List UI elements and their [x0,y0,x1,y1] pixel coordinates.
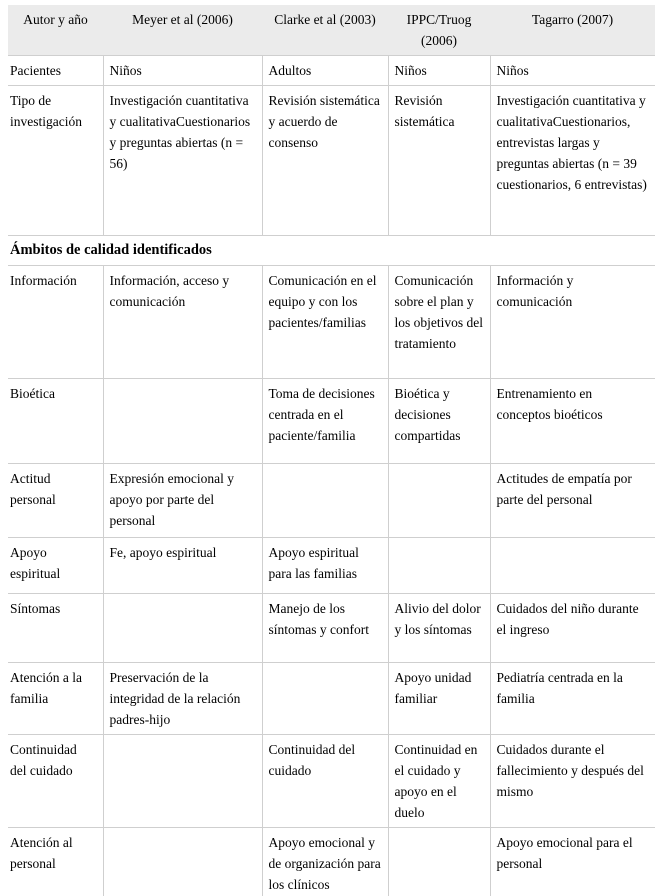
row-continuidad-cuidado [8,735,655,828]
cell-clarke: Continuidad del cuidado [262,735,388,828]
cell-tagarro: Investigación cuantitativa y cualitativaCuestionarios, entrevistas largas y preguntas abiertas (n = 39 cuestionarios, 6 entrevistas) [490,86,655,236]
cell-clarke: Apoyo espiritual para las familias [262,538,388,594]
cell-tagarro: Apoyo emocional para el personal [490,828,655,896]
cell-ippc: Comunicación sobre el plan y los objetivos del tratamiento [388,266,490,379]
row-label: Pacientes [8,56,103,86]
cell-ippc [388,538,490,594]
cell-clarke: Apoyo emocional y de organización para los clínicos [262,828,388,896]
row-actitud-personal [8,464,655,538]
column-header-ippc: IPPC/Truog (2006) [388,5,490,56]
cell-clarke [262,663,388,735]
cell-ippc: Niños [388,56,490,86]
row-label: Información [8,266,103,379]
row-label: Síntomas [8,594,103,663]
row-label: Apoyo espiritual [8,538,103,594]
cell-ippc: Bioética y decisiones compartidas [388,379,490,464]
row-label: Atención al personal [8,828,103,896]
table-header-row [8,5,655,56]
cell-tagarro [490,538,655,594]
cell-meyer: Niños [103,56,262,86]
cell-tagarro: Cuidados durante el fallecimiento y después del mismo [490,735,655,828]
row-label: Atención a la familia [8,663,103,735]
row-label: Tipo de investigación [8,86,103,236]
cell-meyer: Preservación de la integridad de la relación padres-hijo [103,663,262,735]
cell-meyer: Expresión emocional y apoyo por parte del personal [103,464,262,538]
cell-tagarro: Información y comunicación [490,266,655,379]
cell-meyer [103,594,262,663]
cell-clarke: Comunicación en el equipo y con los pacientes/familias [262,266,388,379]
column-header-meyer: Meyer et al (2006) [103,5,262,56]
cell-clarke: Revisión sistemática y acuerdo de consenso [262,86,388,236]
row-label: Bioética [8,379,103,464]
column-header-clarke: Clarke et al (2003) [262,5,388,56]
column-header-tagarro: Tagarro (2007) [490,5,655,56]
study-comparison-table [8,5,655,896]
section-header-row [8,236,655,266]
column-header-autor: Autor y año [8,5,103,56]
cell-clarke: Adultos [262,56,388,86]
cell-meyer: Investigación cuantitativa y cualitativaCuestionarios y preguntas abiertas (n = 56) [103,86,262,236]
row-apoyo-espiritual [8,538,655,594]
cell-tagarro: Entrenamiento en conceptos bioéticos [490,379,655,464]
cell-meyer: Fe, apoyo espiritual [103,538,262,594]
cell-ippc: Apoyo unidad familiar [388,663,490,735]
row-tipo-investigacion [8,86,655,236]
row-sintomas [8,594,655,663]
cell-tagarro: Pediatría centrada en la familia [490,663,655,735]
cell-meyer: Información, acceso y comunicación [103,266,262,379]
cell-ippc: Revisión sistemática [388,86,490,236]
cell-meyer [103,379,262,464]
cell-meyer [103,828,262,896]
cell-ippc: Alivio del dolor y los síntomas [388,594,490,663]
cell-ippc [388,828,490,896]
cell-tagarro: Niños [490,56,655,86]
cell-clarke [262,464,388,538]
row-atencion-personal [8,828,655,896]
row-label: Actitud personal [8,464,103,538]
row-pacientes [8,56,655,86]
section-title: Ámbitos de calidad identificados [8,236,655,266]
cell-meyer [103,735,262,828]
cell-clarke: Toma de decisiones centrada en el paciente/familia [262,379,388,464]
cell-tagarro: Actitudes de empatía por parte del personal [490,464,655,538]
cell-ippc [388,464,490,538]
cell-tagarro: Cuidados del niño durante el ingreso [490,594,655,663]
row-label: Continuidad del cuidado [8,735,103,828]
row-informacion [8,266,655,379]
row-bioetica [8,379,655,464]
row-atencion-familia [8,663,655,735]
cell-ippc: Continuidad en el cuidado y apoyo en el duelo [388,735,490,828]
cell-clarke: Manejo de los síntomas y confort [262,594,388,663]
